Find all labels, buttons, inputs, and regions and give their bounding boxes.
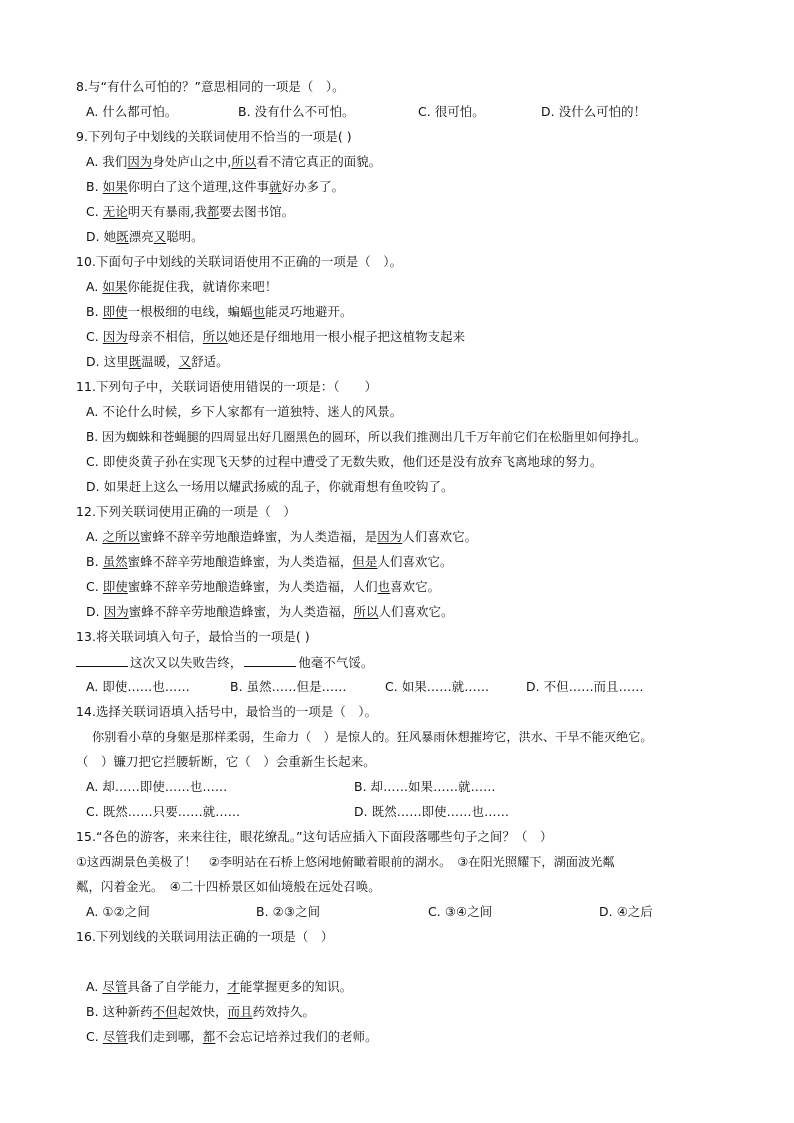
- q10-option-b[interactable]: [86, 303, 353, 321]
- text: 喜欢它。: [390, 579, 441, 594]
- q11-option-d[interactable]: D. 如果赶上这么一场用以耀武扬威的乱子，你就甭想有鱼咬钩了。: [86, 479, 454, 494]
- text: C.: [86, 1029, 103, 1044]
- underlined-conjunction: 而且: [227, 1004, 253, 1019]
- q8-option-b[interactable]: B. 没有什么不可怕。: [238, 104, 355, 119]
- text: D.: [86, 604, 104, 619]
- underlined-conjunction: 因为: [377, 529, 403, 544]
- underlined-conjunction: 虽然: [102, 554, 128, 569]
- q15-option-d[interactable]: D. ④之后: [599, 904, 653, 919]
- text: 药效持久。: [252, 1004, 316, 1019]
- underlined-conjunction: 不但: [152, 1004, 178, 1019]
- underlined-conjunction: 因为: [127, 154, 153, 169]
- text: 母亲不相信，: [127, 329, 203, 344]
- text: 他毫不气馁。: [298, 655, 374, 670]
- question-15-stem: 15.“各色的游客，来来往往，眼花缭乱。”这句话应插入下面段落哪些句子之间？（ ）: [76, 829, 553, 844]
- text: C.: [86, 329, 103, 344]
- underlined-conjunction: 也: [377, 579, 391, 594]
- text: 要去图书馆。: [219, 204, 295, 219]
- text: B. 这种新药: [86, 1004, 153, 1019]
- question-11-stem: 11.下列句子中，关联词语使用错误的一项是：（ ）: [76, 379, 378, 394]
- q14-option-b[interactable]: B. 却……如果……就……: [354, 779, 496, 794]
- underlined-conjunction: 也: [252, 304, 266, 319]
- text: 好办多了。: [281, 179, 345, 194]
- underlined-conjunction: 既: [116, 229, 129, 244]
- q15-option-b[interactable]: B. ②③之间: [256, 904, 321, 919]
- text: C.: [86, 204, 103, 219]
- underlined-conjunction: 如果: [102, 179, 128, 194]
- q13-sentence: [76, 653, 373, 672]
- q14-option-a[interactable]: A. 却……即使……也……: [86, 779, 228, 794]
- text: 人们喜欢它。: [377, 554, 453, 569]
- text: 聪明。: [166, 229, 204, 244]
- text: B.: [86, 304, 103, 319]
- text: A.: [86, 979, 103, 994]
- q16-option-c[interactable]: [86, 1028, 378, 1046]
- underlined-conjunction: 都: [206, 204, 220, 219]
- underlined-conjunction: 尽管: [102, 1029, 128, 1044]
- text: A.: [86, 279, 103, 294]
- text: 起效快，: [177, 1004, 228, 1019]
- q9-option-d[interactable]: [86, 228, 204, 246]
- text: 她还是仔细地用一根小棍子把这植物支起来: [227, 329, 466, 344]
- text: 你能捉住我，就请你来吧！: [127, 279, 278, 294]
- underlined-conjunction: 尽管: [102, 979, 128, 994]
- underlined-conjunction: 所以: [231, 154, 257, 169]
- q10-option-c[interactable]: [86, 328, 465, 346]
- q16-option-b[interactable]: [86, 1003, 315, 1021]
- question-13-stem: 13.将关联词填入句子，最恰当的一项是( ): [76, 629, 310, 644]
- question-8-stem: 8.与“有什么可怕的？”意思相同的一项是（ ）。: [76, 79, 345, 94]
- text: 能灵巧地避开。: [265, 304, 353, 319]
- q9-option-a[interactable]: [86, 153, 381, 171]
- text: A. 我们: [86, 154, 128, 169]
- underlined-conjunction: 如果: [102, 279, 128, 294]
- text: 身处庐山之中,: [152, 154, 232, 169]
- text: B.: [86, 554, 103, 569]
- q16-option-a[interactable]: [86, 978, 352, 996]
- q13-option-b[interactable]: B. 虽然……但是……: [230, 679, 347, 694]
- text: D. 这里: [86, 354, 129, 369]
- underlined-conjunction: 又: [153, 229, 167, 244]
- text: 具备了自学能力，: [127, 979, 228, 994]
- text: 看不清它真正的面貌。: [256, 154, 382, 169]
- q10-option-a[interactable]: [86, 278, 277, 296]
- q11-option-b[interactable]: B. 因为蜘蛛和苍蝇腿的四周显出好几圈黑色的圆环，所以我们推测出几千万年前它们在松脂里如何挣扎。: [86, 430, 647, 444]
- q12-option-a[interactable]: [86, 528, 477, 546]
- q8-option-d[interactable]: D. 没什么可怕的！: [541, 104, 647, 119]
- text: 蜜蜂不辞辛劳地酿造蜂蜜，为人类造福，人们: [127, 579, 378, 594]
- text: 蜜蜂不辞辛劳地酿造蜂蜜，为人类造福，: [127, 554, 353, 569]
- text: 温暖，: [141, 354, 179, 369]
- q8-option-c[interactable]: C. 很可怕。: [418, 104, 485, 119]
- q11-option-c[interactable]: C. 即使炎黄子孙在实现飞天梦的过程中遭受了无数失败，他们还是没有放弃飞离地球的努力。: [86, 454, 603, 469]
- q13-option-d[interactable]: D. 不但……而且……: [526, 679, 644, 694]
- q15-passage-line-1: ①这西湖景色美极了！ ②李明站在石桥上悠闲地俯瞰着眼前的湖水。 ③在阳光照耀下，湖面波光粼: [76, 855, 615, 869]
- question-16-stem: 16.下列划线的关联词用法正确的一项是（ ）: [76, 929, 334, 944]
- text: 蜜蜂不辞辛劳地酿造蜂蜜，为人类造福，: [128, 604, 354, 619]
- text: 舒适。: [191, 354, 229, 369]
- text: 人们喜欢它。: [378, 604, 454, 619]
- text: 明天有暴雨,我: [127, 204, 207, 219]
- question-14-stem: 14.选择关联词语填入括号中，最恰当的一项是（ ）。: [76, 704, 378, 719]
- q11-option-a[interactable]: A. 不论什么时候，乡下人家都有一道独特、迷人的风景。: [86, 404, 403, 419]
- q9-option-c[interactable]: [86, 203, 294, 221]
- underlined-conjunction: 无论: [102, 204, 128, 219]
- underlined-conjunction: 即使: [102, 579, 128, 594]
- q15-passage-line-2: 粼，闪着金光。 ④二十四桥景区如仙境般在远处召唤。: [76, 879, 381, 894]
- q9-option-b[interactable]: [86, 178, 344, 196]
- question-9-stem: 9.下列句子中划线的关联词使用不恰当的一项是( ): [76, 129, 352, 144]
- underlined-conjunction: 所以: [353, 604, 379, 619]
- text: 不会忘记培养过我们的老师。: [215, 1029, 378, 1044]
- q15-option-c[interactable]: C. ③④之间: [428, 904, 493, 919]
- q13-option-a[interactable]: A. 即使……也……: [86, 679, 190, 694]
- question-10-stem: 10.下面句子中划线的关联词语使用不正确的一项是（ ）。: [76, 254, 403, 269]
- q10-option-d[interactable]: [86, 353, 229, 371]
- q12-option-b[interactable]: [86, 553, 452, 571]
- q13-option-c[interactable]: C. 如果……就……: [385, 679, 490, 694]
- underlined-conjunction: 又: [178, 354, 192, 369]
- text: A.: [86, 529, 103, 544]
- underlined-conjunction: 既: [128, 354, 142, 369]
- q14-option-c[interactable]: C. 既然……只要……就……: [86, 804, 241, 819]
- q8-option-a[interactable]: A. 什么都可怕。: [86, 104, 178, 119]
- text: 漂亮: [128, 229, 154, 244]
- text: 一根极细的电线，蝙蝠: [127, 304, 253, 319]
- fill-blank[interactable]: [244, 653, 296, 667]
- q15-option-a[interactable]: A. ①②之间: [86, 904, 150, 919]
- text: D. 她: [86, 229, 117, 244]
- text: 蜜蜂不辞辛劳地酿造蜂蜜，为人类造福，是: [139, 529, 378, 544]
- question-12-stem: 12.下列关联词使用正确的一项是（ ）: [76, 504, 296, 519]
- underlined-conjunction: 即使: [102, 304, 128, 319]
- text: 这次又以失败告终，: [130, 655, 243, 670]
- text: 能掌握更多的知识。: [239, 979, 353, 994]
- q14-option-d[interactable]: D. 既然……即使……也……: [354, 804, 510, 819]
- q14-passage-line-2: （ ）镰刀把它拦腰斩断，它（ ）会重新生长起来。: [76, 754, 376, 769]
- underlined-conjunction: 才: [227, 979, 240, 994]
- underlined-conjunction: 之所以: [102, 529, 140, 544]
- text: 我们走到哪，: [127, 1029, 203, 1044]
- underlined-conjunction: 因为: [102, 329, 128, 344]
- underlined-conjunction: 但是: [352, 554, 378, 569]
- q12-option-d[interactable]: [86, 603, 453, 621]
- q12-option-c[interactable]: [86, 578, 440, 596]
- text: C.: [86, 579, 103, 594]
- text: 你明白了这个道理,这件事: [127, 179, 270, 194]
- underlined-conjunction: 因为: [103, 604, 129, 619]
- text: 人们喜欢它。: [402, 529, 478, 544]
- fill-blank[interactable]: [76, 653, 128, 667]
- text: B.: [86, 179, 103, 194]
- underlined-conjunction: 都: [202, 1029, 216, 1044]
- underlined-conjunction: 所以: [202, 329, 228, 344]
- q14-passage-line-1: 你别看小草的身躯是那样柔弱，生命力（ ）是惊人的。狂风暴雨休想摧垮它，洪水、干旱不能灭绝它。: [92, 730, 653, 744]
- underlined-conjunction: 就: [269, 179, 282, 194]
